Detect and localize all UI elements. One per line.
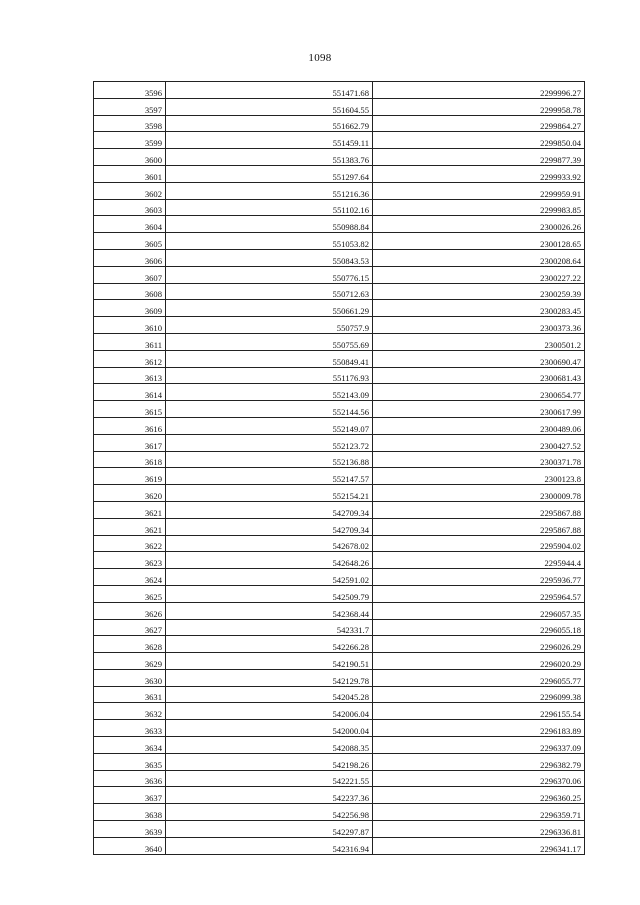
y-coordinate-cell: 2300371.78	[373, 451, 585, 468]
coordinates-table	[93, 81, 585, 855]
point-id-cell: 3615	[94, 401, 166, 418]
x-coordinate-cell: 552144.56	[166, 401, 373, 418]
table-row	[94, 199, 585, 216]
x-coordinate-cell: 550755.69	[166, 333, 373, 350]
point-id-cell: 3606	[94, 249, 166, 266]
table-row	[94, 821, 585, 838]
y-coordinate-cell: 2296099.38	[373, 686, 585, 703]
x-coordinate-cell: 542088.35	[166, 737, 373, 754]
y-coordinate-cell: 2296055.77	[373, 669, 585, 686]
point-id-cell: 3631	[94, 686, 166, 703]
table-row	[94, 737, 585, 754]
y-coordinate-cell: 2299877.39	[373, 149, 585, 166]
y-coordinate-cell: 2295936.77	[373, 569, 585, 586]
table-row	[94, 367, 585, 384]
point-id-cell: 3621	[94, 518, 166, 535]
y-coordinate-cell: 2296336.81	[373, 821, 585, 838]
point-id-cell: 3597	[94, 98, 166, 115]
x-coordinate-cell: 542316.94	[166, 837, 373, 854]
y-coordinate-cell: 2300690.47	[373, 350, 585, 367]
table-row	[94, 317, 585, 334]
x-coordinate-cell: 551176.93	[166, 367, 373, 384]
x-coordinate-cell: 551662.79	[166, 115, 373, 132]
x-coordinate-cell: 542237.36	[166, 787, 373, 804]
point-id-cell: 3622	[94, 535, 166, 552]
point-id-cell: 3613	[94, 367, 166, 384]
point-id-cell: 3600	[94, 149, 166, 166]
y-coordinate-cell: 2300617.99	[373, 401, 585, 418]
x-coordinate-cell: 551102.16	[166, 199, 373, 216]
table-row	[94, 535, 585, 552]
point-id-cell: 3604	[94, 216, 166, 233]
x-coordinate-cell: 550776.15	[166, 266, 373, 283]
table-row	[94, 703, 585, 720]
table-row	[94, 770, 585, 787]
x-coordinate-cell: 551604.55	[166, 98, 373, 115]
table-row	[94, 837, 585, 854]
table-row	[94, 300, 585, 317]
y-coordinate-cell: 2300654.77	[373, 384, 585, 401]
y-coordinate-cell: 2296337.09	[373, 737, 585, 754]
y-coordinate-cell: 2300208.64	[373, 249, 585, 266]
page-number: 1098	[308, 52, 332, 64]
table-row	[94, 417, 585, 434]
point-id-cell: 3607	[94, 266, 166, 283]
table-row	[94, 283, 585, 300]
point-id-cell: 3639	[94, 821, 166, 838]
x-coordinate-cell: 551053.82	[166, 233, 373, 250]
point-id-cell: 3596	[94, 82, 166, 99]
x-coordinate-cell: 542297.87	[166, 821, 373, 838]
y-coordinate-cell: 2300009.78	[373, 485, 585, 502]
x-coordinate-cell: 542591.02	[166, 569, 373, 586]
y-coordinate-cell: 2299864.27	[373, 115, 585, 132]
point-id-cell: 3617	[94, 434, 166, 451]
table-row	[94, 485, 585, 502]
x-coordinate-cell: 552143.09	[166, 384, 373, 401]
y-coordinate-cell: 2299959.91	[373, 182, 585, 199]
table-row	[94, 115, 585, 132]
point-id-cell: 3614	[94, 384, 166, 401]
x-coordinate-cell: 542045.28	[166, 686, 373, 703]
table-row	[94, 569, 585, 586]
x-coordinate-cell: 552147.57	[166, 468, 373, 485]
point-id-cell: 3627	[94, 619, 166, 636]
x-coordinate-cell: 550661.29	[166, 300, 373, 317]
y-coordinate-cell: 2296183.89	[373, 720, 585, 737]
point-id-cell: 3603	[94, 199, 166, 216]
table-row	[94, 653, 585, 670]
table-row	[94, 98, 585, 115]
x-coordinate-cell: 542678.02	[166, 535, 373, 552]
y-coordinate-cell: 2296359.71	[373, 804, 585, 821]
x-coordinate-cell: 542190.51	[166, 653, 373, 670]
point-id-cell: 3640	[94, 837, 166, 854]
x-coordinate-cell: 542509.79	[166, 585, 373, 602]
table-row	[94, 165, 585, 182]
table-row	[94, 216, 585, 233]
point-id-cell: 3621	[94, 501, 166, 518]
y-coordinate-cell: 2296026.29	[373, 636, 585, 653]
point-id-cell: 3618	[94, 451, 166, 468]
y-coordinate-cell: 2300489.06	[373, 417, 585, 434]
point-id-cell: 3634	[94, 737, 166, 754]
table-row	[94, 333, 585, 350]
y-coordinate-cell: 2300259.39	[373, 283, 585, 300]
table-row	[94, 804, 585, 821]
point-id-cell: 3628	[94, 636, 166, 653]
point-id-cell: 3610	[94, 317, 166, 334]
y-coordinate-cell: 2300026.26	[373, 216, 585, 233]
y-coordinate-cell: 2299958.78	[373, 98, 585, 115]
point-id-cell: 3637	[94, 787, 166, 804]
x-coordinate-cell: 542198.26	[166, 753, 373, 770]
x-coordinate-cell: 542709.34	[166, 501, 373, 518]
table-row	[94, 401, 585, 418]
point-id-cell: 3608	[94, 283, 166, 300]
table-row	[94, 686, 585, 703]
x-coordinate-cell: 550988.84	[166, 216, 373, 233]
table-row	[94, 468, 585, 485]
point-id-cell: 3599	[94, 132, 166, 149]
y-coordinate-cell: 2296382.79	[373, 753, 585, 770]
x-coordinate-cell: 552123.72	[166, 434, 373, 451]
y-coordinate-cell: 2295867.88	[373, 501, 585, 518]
x-coordinate-cell: 542266.28	[166, 636, 373, 653]
table-row	[94, 552, 585, 569]
y-coordinate-cell: 2299996.27	[373, 82, 585, 99]
y-coordinate-cell: 2296020.29	[373, 653, 585, 670]
point-id-cell: 3601	[94, 165, 166, 182]
x-coordinate-cell: 551471.68	[166, 82, 373, 99]
point-id-cell: 3638	[94, 804, 166, 821]
y-coordinate-cell: 2300283.45	[373, 300, 585, 317]
table-row	[94, 720, 585, 737]
point-id-cell: 3612	[94, 350, 166, 367]
y-coordinate-cell: 2296155.54	[373, 703, 585, 720]
table-row	[94, 384, 585, 401]
table-row	[94, 233, 585, 250]
point-id-cell: 3605	[94, 233, 166, 250]
table-row	[94, 266, 585, 283]
point-id-cell: 3636	[94, 770, 166, 787]
y-coordinate-cell: 2295944.4	[373, 552, 585, 569]
y-coordinate-cell: 2299850.04	[373, 132, 585, 149]
table-row	[94, 149, 585, 166]
table-row	[94, 585, 585, 602]
x-coordinate-cell: 552136.88	[166, 451, 373, 468]
x-coordinate-cell: 542331.7	[166, 619, 373, 636]
x-coordinate-cell: 551216.36	[166, 182, 373, 199]
point-id-cell: 3626	[94, 602, 166, 619]
y-coordinate-cell: 2300427.52	[373, 434, 585, 451]
x-coordinate-cell: 551459.11	[166, 132, 373, 149]
y-coordinate-cell: 2296360.25	[373, 787, 585, 804]
table-row	[94, 619, 585, 636]
x-coordinate-cell: 550843.53	[166, 249, 373, 266]
point-id-cell: 3623	[94, 552, 166, 569]
table-row	[94, 182, 585, 199]
x-coordinate-cell: 542709.34	[166, 518, 373, 535]
table-row	[94, 132, 585, 149]
point-id-cell: 3598	[94, 115, 166, 132]
point-id-cell: 3624	[94, 569, 166, 586]
y-coordinate-cell: 2300123.8	[373, 468, 585, 485]
x-coordinate-cell: 551297.64	[166, 165, 373, 182]
x-coordinate-cell: 542368.44	[166, 602, 373, 619]
y-coordinate-cell: 2295867.88	[373, 518, 585, 535]
point-id-cell: 3602	[94, 182, 166, 199]
table-row	[94, 501, 585, 518]
coordinates-table-body	[94, 82, 585, 855]
x-coordinate-cell: 542648.26	[166, 552, 373, 569]
x-coordinate-cell: 542006.04	[166, 703, 373, 720]
x-coordinate-cell: 552149.07	[166, 417, 373, 434]
x-coordinate-cell: 542000.04	[166, 720, 373, 737]
x-coordinate-cell: 542256.98	[166, 804, 373, 821]
y-coordinate-cell: 2296341.17	[373, 837, 585, 854]
x-coordinate-cell: 542129.78	[166, 669, 373, 686]
x-coordinate-cell: 542221.55	[166, 770, 373, 787]
x-coordinate-cell: 551383.76	[166, 149, 373, 166]
table-row	[94, 753, 585, 770]
point-id-cell: 3616	[94, 417, 166, 434]
point-id-cell: 3619	[94, 468, 166, 485]
point-id-cell: 3635	[94, 753, 166, 770]
point-id-cell: 3620	[94, 485, 166, 502]
table-row	[94, 518, 585, 535]
y-coordinate-cell: 2299933.92	[373, 165, 585, 182]
y-coordinate-cell: 2300681.43	[373, 367, 585, 384]
y-coordinate-cell: 2296370.06	[373, 770, 585, 787]
y-coordinate-cell: 2300227.22	[373, 266, 585, 283]
y-coordinate-cell: 2295964.57	[373, 585, 585, 602]
y-coordinate-cell: 2296055.18	[373, 619, 585, 636]
table-row	[94, 602, 585, 619]
table-row	[94, 451, 585, 468]
table-row	[94, 636, 585, 653]
x-coordinate-cell: 550849.41	[166, 350, 373, 367]
y-coordinate-cell: 2300501.2	[373, 333, 585, 350]
table-row	[94, 249, 585, 266]
point-id-cell: 3629	[94, 653, 166, 670]
table-row	[94, 350, 585, 367]
point-id-cell: 3633	[94, 720, 166, 737]
y-coordinate-cell: 2299983.85	[373, 199, 585, 216]
y-coordinate-cell: 2300373.36	[373, 317, 585, 334]
table-row	[94, 82, 585, 99]
table-row	[94, 787, 585, 804]
x-coordinate-cell: 550712.63	[166, 283, 373, 300]
x-coordinate-cell: 550757.9	[166, 317, 373, 334]
point-id-cell: 3625	[94, 585, 166, 602]
table-row	[94, 669, 585, 686]
point-id-cell: 3611	[94, 333, 166, 350]
point-id-cell: 3609	[94, 300, 166, 317]
point-id-cell: 3630	[94, 669, 166, 686]
y-coordinate-cell: 2296057.35	[373, 602, 585, 619]
table-row	[94, 434, 585, 451]
point-id-cell: 3632	[94, 703, 166, 720]
y-coordinate-cell: 2295904.02	[373, 535, 585, 552]
y-coordinate-cell: 2300128.65	[373, 233, 585, 250]
x-coordinate-cell: 552154.21	[166, 485, 373, 502]
